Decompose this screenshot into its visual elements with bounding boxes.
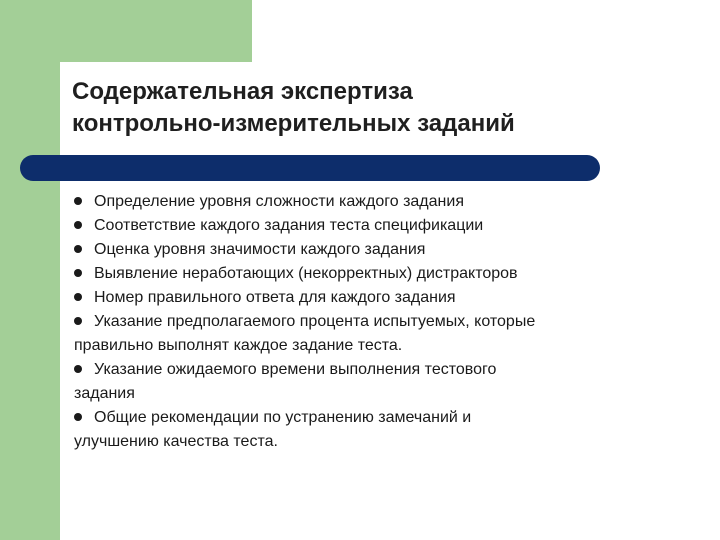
bullet-line [74,214,704,238]
slide-title [72,76,702,140]
bullet-line [74,286,704,310]
bullet-item [74,214,704,238]
bullet-text: Соответствие каждого задания теста спецификации [94,217,484,234]
bullet-text: Номер правильного ответа для каждого задания [94,289,456,306]
bullet-dot-icon [74,245,82,253]
bullet-text: Указание ожидаемого времени выполнения тестового [94,361,497,378]
bullet-item [74,286,704,310]
bullet-item [74,190,704,214]
bullet-item [74,310,704,358]
bullet-continuation-line: улучшению качества теста. [74,433,278,450]
bullet-item [74,238,704,262]
bullet-text: Определение уровня сложности каждого задания [94,193,464,210]
bullet-dot-icon [74,413,82,421]
bullet-line [74,262,704,286]
bullet-line [74,310,704,334]
bullet-dot-icon [74,293,82,301]
title-divider-bar [20,155,600,181]
bullet-line [74,238,704,262]
bullet-continuation-line: задания [74,385,135,402]
green-side-bar [0,0,60,540]
bullet-dot-icon [74,221,82,229]
bullet-text: Выявление неработающих (некорректных) дистракторов [94,265,518,282]
bullet-text: Оценка уровня значимости каждого задания [94,241,426,258]
slide-title-line-1: Содержательная экспертиза [72,78,413,105]
bullet-dot-icon [74,365,82,373]
bullet-line [74,406,704,430]
bullet-line [74,190,704,214]
bullet-dot-icon [74,317,82,325]
bullet-list [74,190,704,454]
bullet-continuation-line: правильно выполнят каждое задание теста. [74,337,403,354]
bullet-item [74,358,704,406]
green-top-block [0,0,252,62]
bullet-item [74,406,704,454]
slide-title-line-2: контрольно-измерительных заданий [72,110,515,137]
bullet-dot-icon [74,269,82,277]
bullet-text: Указание предполагаемого процента испытуемых, которые [94,313,536,330]
bullet-item [74,262,704,286]
bullet-text: Общие рекомендации по устранению замечаний и [94,409,472,426]
bullet-dot-icon [74,197,82,205]
bullet-line [74,358,704,382]
